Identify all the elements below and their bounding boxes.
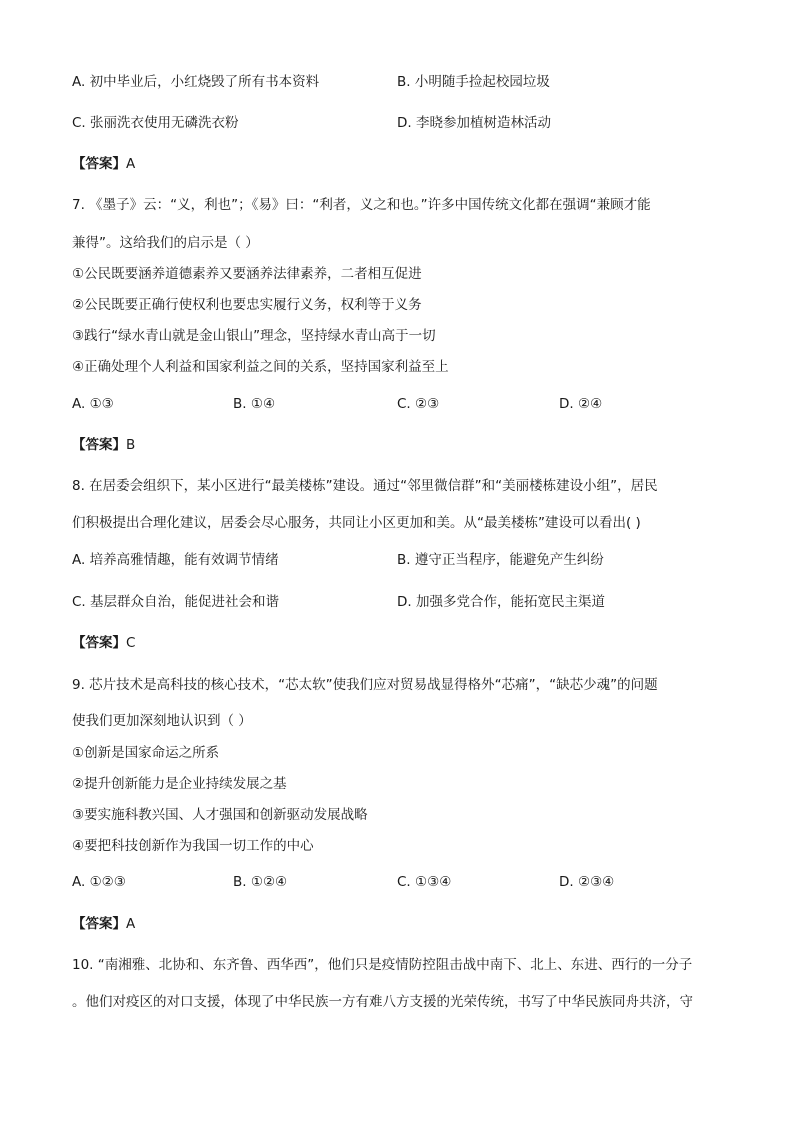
q9-item-2: ②提升创新能力是企业持续发展之基 — [72, 776, 287, 792]
q6-answer — [72, 154, 135, 174]
q9-answer — [72, 914, 135, 934]
q9-option-d: D. ②③④ — [559, 874, 615, 890]
q7-option-c: C. ②③ — [397, 396, 440, 412]
q10-stem-line-2: 。他们对疫区的对口支援，体现了中华民族一方有难八方支援的光荣传统，书写了中华民族同舟共济，守 — [72, 994, 693, 1010]
q8-stem-line-1: 8. 在居委会组织下，某小区进行“最美楼栋”建设。通过“邻里微信群”和“美丽楼栋建设小组”，居民 — [72, 478, 658, 494]
q8-stem-line-2: 们积极提出合理化建议，居委会尽心服务，共同让小区更加和美。从“最美楼栋”建设可以看出( ) — [72, 515, 641, 531]
q8-option-a: A. 培养高雅情趣，能有效调节情绪 — [72, 552, 279, 568]
q7-option-a: A. ①③ — [72, 396, 114, 412]
q6-option-a: A. 初中毕业后，小红烧毁了所有书本资料 — [72, 74, 320, 90]
answer-label: 【答案】 — [72, 916, 126, 932]
q9-stem-line-1: 9. 芯片技术是高科技的核心技术，“芯太软”使我们应对贸易战显得格外“芯痛”，“缺芯少魂”的问题 — [72, 677, 658, 693]
answer-value: B — [126, 437, 136, 453]
q9-option-b: B. ①②④ — [233, 874, 288, 890]
q6-option-d: D. 李晓参加植树造林活动 — [397, 115, 551, 131]
q8-option-c: C. 基层群众自治，能促进社会和谐 — [72, 594, 280, 610]
q7-item-4: ④正确处理个人利益和国家利益之间的关系，坚持国家利益至上 — [72, 359, 449, 375]
q6-option-b: B. 小明随手捡起校园垃圾 — [397, 74, 550, 90]
q9-option-c: C. ①③④ — [397, 874, 452, 890]
q7-stem-line-2: 兼得”。这给我们的启示是（ ） — [72, 235, 259, 251]
q9-item-4: ④要把科技创新作为我国一切工作的中心 — [72, 838, 314, 854]
q9-option-a: A. ①②③ — [72, 874, 126, 890]
q6-option-c: C. 张丽洗衣使用无磷洗衣粉 — [72, 115, 239, 131]
q9-item-3: ③要实施科教兴国、人才强国和创新驱动发展战略 — [72, 807, 368, 823]
answer-value: C — [126, 635, 136, 651]
q7-answer — [72, 435, 135, 455]
q9-stem-line-2: 使我们更加深刻地认识到（ ） — [72, 713, 252, 729]
answer-label: 【答案】 — [72, 635, 126, 651]
q8-option-d: D. 加强多党合作，能拓宽民主渠道 — [397, 594, 605, 610]
q10-stem-line-1: 10. “南湘雅、北协和、东齐鲁、西华西”，他们只是疫情防控阻击战中南下、北上、东进、西行的一分子 — [72, 957, 693, 973]
answer-value: A — [126, 916, 136, 932]
q9-item-1: ①创新是国家命运之所系 — [72, 745, 220, 761]
answer-value: A — [126, 156, 136, 172]
q7-item-2: ②公民既要正确行使权利也要忠实履行义务，权利等于义务 — [72, 297, 422, 313]
q7-option-d: D. ②④ — [559, 396, 603, 412]
q7-option-b: B. ①④ — [233, 396, 276, 412]
q8-answer — [72, 633, 135, 653]
q7-item-1: ①公民既要涵养道德素养又要涵养法律素养，二者相互促进 — [72, 266, 422, 282]
q7-stem-line-1: 7. 《墨子》云：“义，利也”；《易》曰：“利者，义之和也。”许多中国传统文化都在强调“兼顾才能 — [72, 197, 651, 213]
answer-label: 【答案】 — [72, 437, 126, 453]
q8-option-b: B. 遵守正当程序，能避免产生纠纷 — [397, 552, 604, 568]
q7-item-3: ③践行“绿水青山就是金山银山”理念，坚持绿水青山高于一切 — [72, 328, 436, 344]
answer-label: 【答案】 — [72, 156, 126, 172]
